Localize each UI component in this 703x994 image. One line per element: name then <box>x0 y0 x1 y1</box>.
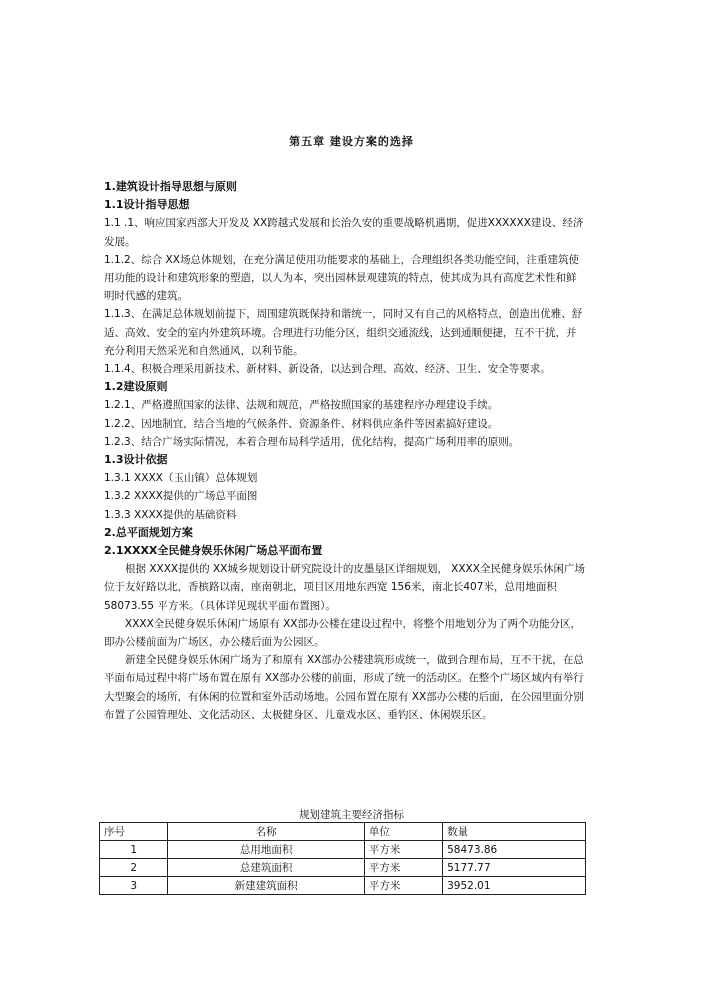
table-cell: 平方米 <box>364 841 442 859</box>
paragraph: 根据 XXXX提供的 XX城乡规划设计研究院设计的皮墨垦区详细规划， XXXX全民健身娱乐休闲广场位于友好路以北，香槟路以南，座南朝北，项目区用地东西宽 156米，南北长407米，总用地面积 58073.55 平方米。（具体详见现状平面布置图）。 <box>104 563 585 612</box>
paragraph: 1.1 .1、响应国家西部大开发及 XX跨越式发展和长治久安的重要战略机遇期，促进XXXXXX建设、经济发展。 <box>104 217 584 248</box>
table-cell: 总用地面积 <box>168 841 365 859</box>
header-cell: 名称 <box>168 823 365 841</box>
paragraph: 1.3.1 XXXX（玉山镇）总体规划 <box>104 472 258 485</box>
table-row <box>100 859 586 877</box>
heading: 2.1XXXX全民健身娱乐休闲广场总平面布置 <box>104 544 323 558</box>
table-row <box>100 841 586 859</box>
paragraph: 1.1.3、在满足总体规划前提下，周围建筑既保持和谐统一，同时又有自己的风格特点，创造出优雅、舒适、高效、安全的室内外建筑环境。合理进行功能分区，组织交通流线，达到通顺便捷，互不干扰，并充分利用天然采光和自然通风，以利节能。 <box>104 308 583 357</box>
indicators-table <box>99 822 586 895</box>
header-cell: 序号 <box>100 823 168 841</box>
heading: 1.1设计指导思想 <box>104 198 190 212</box>
paragraph: 1.1.4、积极合理采用新技术、新材料、新设备，以达到合理、高效、经济、卫生、安全等要求。 <box>104 363 551 376</box>
paragraph: 新建全民健身娱乐休闲广场为了和原有 XX部办公楼建筑形成统一，做到合理布局，互不干扰，在总平面布局过程中将广场布置在原有 XX部办公楼的前面，形成了统一的活动区。在整个广场区域内有举行大型聚会的场所，有休闲的位置和室外活动场地。公园布置在原有 XX部办公楼的后面，在公园里面分别布置了公园管理处、文化活动区、太极健身区、儿童戏水区、垂钓区、休闲娱乐区。 <box>104 654 584 721</box>
paragraph: 1.2.3、结合广场实际情况，本着合理布局科学适用，优化结构，提高广场利用率的原则。 <box>104 435 520 448</box>
header-cell: 数量 <box>443 823 586 841</box>
table-caption: 规划建筑主要经济指标 <box>299 809 404 821</box>
paragraph: 1.3.3 XXXX提供的基础资料 <box>104 508 237 521</box>
table-cell: 平方米 <box>364 859 442 877</box>
table-cell: 3 <box>100 877 168 895</box>
table-cell: 58473.86 <box>443 841 586 859</box>
heading: 1.3设计依据 <box>104 453 168 467</box>
heading: 1.2建设原则 <box>104 380 168 394</box>
paragraph: XXXX全民健身娱乐休闲广场原有 XX部办公楼在建设过程中，将整个用地划分为了两个功能分区，即办公楼前面为广场区，办公楼后面为公园区。 <box>104 617 581 649</box>
chapter-title: 第五章 建设方案的选择 <box>289 135 414 148</box>
table-cell: 1 <box>100 841 168 859</box>
table-cell: 2 <box>100 859 168 877</box>
heading: 1.建筑设计指导思想与原则 <box>104 180 237 193</box>
table-row <box>100 877 586 895</box>
paragraph: 1.2.2、因地制宜，结合当地的气候条件、资源条件、材料供应条件等因素搞好建设。 <box>104 417 499 430</box>
paragraph: 1.2.1、严格遵照国家的法律、法规和规范，严格按照国家的基建程序办理建设手续。 <box>104 399 499 412</box>
table-header-row <box>100 823 586 841</box>
table-cell: 平方米 <box>364 877 442 895</box>
heading: 2.总平面规划方案 <box>104 525 193 539</box>
paragraph: 1.1.2、综合 XX场总体规划，在充分满足使用功能要求的基础上，合理组织各类功能空间，注重建筑使用功能的设计和建筑形象的塑造，以人为本，突出园林景观建筑的特点，使其成为具有高度艺术性和鲜明时代感的建筑。 <box>104 253 579 303</box>
document-body <box>104 178 586 724</box>
paragraph: 1.3.2 XXXX提供的广场总平面图 <box>104 490 258 503</box>
table-cell: 总建筑面积 <box>168 859 365 877</box>
table-cell: 3952.01 <box>443 877 586 895</box>
table-cell: 新建建筑面积 <box>168 877 365 895</box>
table-cell: 5177.77 <box>443 859 586 877</box>
header-cell: 单位 <box>364 823 442 841</box>
